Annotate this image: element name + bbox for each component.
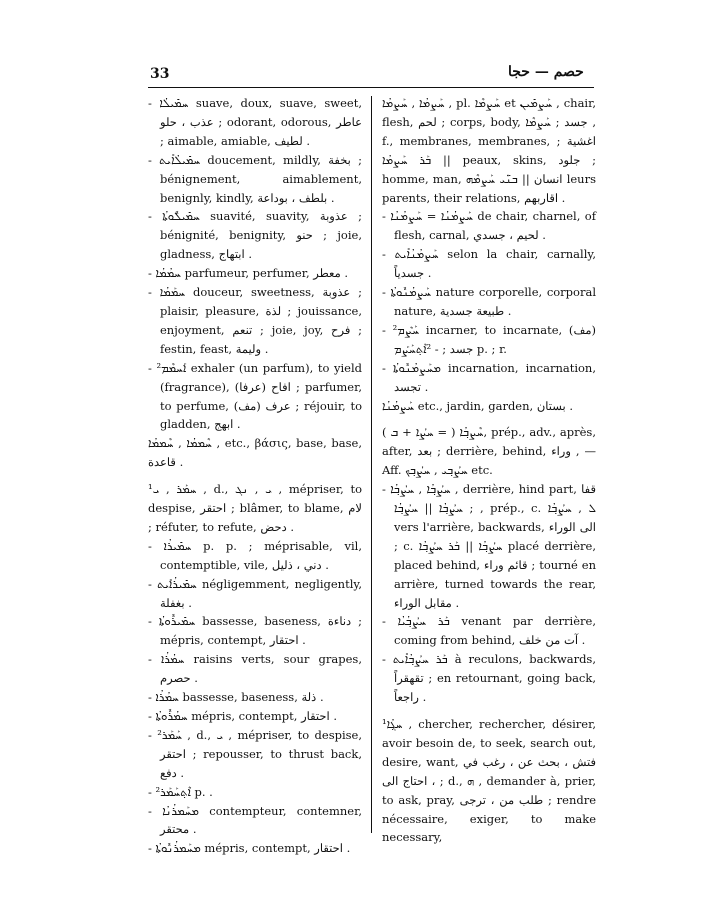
- dictionary-entry: - ܚܡܳܡܳܐ parfumeur, perfumer, معطر .: [148, 266, 349, 281]
- headword-entry: ܚܶܡܡܳܐ , ܚܶܡܡܳܐ , etc., βάσις, base, base, قاعدة .: [148, 436, 362, 470]
- page-number: 33: [150, 66, 170, 82]
- dictionary-entry: - ܚܡܺܝܠܽܘܬܳܐ suavité, suavity, عذوبة ; bénignité, benignity, حنو ; joie, gladness, ابتهاج .: [148, 209, 362, 262]
- headword-entry: ܚܶܨܒ݂ܳܐ ( = ܚܨܳܐ + ܒ ), prép., adv., après, after, بعد ; derrière, behind, وراء , — Aff. ܚܨܳܒ݂ܝ , ܚܨܳܒ݂ܟ etc.: [382, 425, 596, 478]
- dictionary-entry: - ܚܨܳܒ݂ܳܐ , ܚܨܳܒ݂ܳܐ , derrière, hind part, قفا ; ܚܨܳܒ݂ܳܐ || ܚܨܳܒ݂ܳܐ , prép., c. ܠ , ܚܨܳܒ݂ܳܐ vers l'arrière, backwards, الى الوراء ; c. ܚܨܳܒ݂ܳܐ || ܒܰܪ ܚܨܳܒ݂ܳܐ placé derrière, placed behind, قائم وراء ; tourné en arrière, turned towards the rear, مقابل الوراء .: [382, 482, 596, 610]
- header-rule: [148, 87, 594, 88]
- right-column: [382, 94, 596, 847]
- column-divider: [371, 96, 372, 833]
- dictionary-entry: - ܚܡܳܪܳܐ bassesse, baseness, ذلة .: [148, 690, 324, 705]
- dictionary-entry: - ܚܰܨܡܳܢܳܐ = ܚܰܨܡܳܢܳܐ de chair, charnel, of flesh, carnal, لحيم ، جسدي .: [382, 209, 596, 243]
- entry-gap: [382, 707, 596, 715]
- dictionary-entry: - ܚܰܨܡܳܢܳܐܺܝܬ selon la chair, carnally, جسدياً .: [382, 247, 596, 281]
- entry-gap: [382, 415, 596, 423]
- headword-entry: ¹ܚܡܰܪ , ܝ , d., ܝ , ܢܓ , mépriser, to despise, احتقر ; blâmer, to blame, لام ; réfuter, to refute, دحض .: [148, 482, 363, 534]
- dictionary-entry: - ܡܚܰܡܪܳܢܽܘܬܳܐ mépris, contempt, احتقار .: [148, 841, 351, 856]
- dictionary-entry: - ²ܐܶܬ݂ܚܰܡܰܪ p. .: [148, 784, 213, 799]
- dictionary-entry: - ܚܡܺܝܪܽܘܬܳܐ bassesse, baseness, دناءة ; mépris, contempt, احتقار .: [148, 614, 363, 648]
- dictionary-entry: - ܡܚܰܡܪܳܢܳܐ contempteur, contemner, محتقر .: [148, 803, 362, 837]
- left-column: [148, 94, 362, 858]
- headword-entry: ܚܰܨܡܳܐ , ܚܰܨܡܳܐ , pl. ܚܰܨܡܶܐ et ܚܰܨܡܺܝܢ , chair, flesh, لحم ; corps, body, جسد ; ܚܰܨܡܶܐ , f., membranes, membranes, اغشية ; ܒܰܪ ܚܰܨܡܳܐ || peaux, skins, جلود ; homme, man, انسان || ܒܢ̈ܰܝ ܚܰܨܡܶܗ leurs parents, their relations, اقاربهم .: [382, 96, 597, 205]
- running-head: حصم — حجا: [508, 64, 584, 80]
- dictionary-entry: - ܚܡܺܝܪܳܐ p. p. ; méprisable, vil, contemptible, vile, دني ، ذليل .: [148, 538, 363, 572]
- dictionary-entry: - ²ܐܰܚܡܶܡ exhaler (un parfum), to yield (fragrance), افاح (عرفا) ; parfumer, to perfume, (مف) عرف ; réjouir, to gladden, ابهج .: [148, 360, 362, 432]
- dictionary-entry: - ܚܡܳܪܽܘܬܳܐ mépris, contempt, احتقار .: [148, 709, 338, 723]
- dictionary-entry: - ²ܚܰܨܶܡ incarner, to incarnate, (مف) جسد ; - ²ܐܶܬ݂ܚܰܨܰܡ p. ; r.: [382, 322, 597, 356]
- dictionary-entry: - ܚܰܨܡܳܢܽܘܬܳܐ nature corporelle, corporal nature, طبيعة جسدية .: [382, 285, 596, 318]
- dictionary-entry: - ܚܡܺܝܠܳܐܺܝܬ doucement, mildly, بخفة ; bénignement, aimablement, benignly, kindly, بلطف ، بوداعة .: [148, 152, 363, 205]
- dictionary-entry: - ܚܡܰܡܳܐ douceur, sweetness, عذوبة ; plaisir, pleasure, لذة ; jouissance, enjoyment, تنعم ; joie, joy, فرح ; festin, feast, وليمة .: [148, 285, 363, 356]
- dictionary-entry: - ܚܡܺܝܪܳܐܺܝܬ négligemment, negligently, بغفلة .: [148, 576, 362, 610]
- dictionary-entry: - ܡܚܰܨܡܳܢܽܘܬܳܐ incarnation, incarnation, تجسد .: [382, 360, 596, 394]
- dictionary-entry: - ²ܚܰܡܰܪ , d., ܝ , mépriser, to despise, احتقر ; repousser, to thrust back, دفع .: [148, 727, 363, 780]
- headword-entry: ܚܰܨܡܳܢܳܐ etc., jardin, garden, بستان .: [382, 398, 574, 413]
- dictionary-entry: - ܒܰܪ ܚܨܳܒ݂ܳܐܺܝܬ à reculons, backwards, تقهقراً ; en retournant, going back, راجعاً .: [382, 652, 596, 705]
- headword-entry: ¹ܚܓ݂ܳܐ , chercher, rechercher, désirer, avoir besoin de, to seek, search out, desire, want, فتش ، بحث عن ، رغب في ، احتاج الى ; d., ܗ , demander à, prier, to ask, pray, طلب من ، ترجى ; rendre nécessaire, exiger, to make necessary,: [382, 717, 597, 845]
- entry-gap: [148, 472, 362, 480]
- dictionary-entry: - ܒܰܪ ܚܨܳܒ݂ܳܝܳܐ venant par derrière, coming from behind, آت من خلف .: [382, 614, 596, 648]
- dictionary-entry: - ܚܡܳܪܳܐ raisins verts, sour grapes, حصرم .: [148, 652, 362, 686]
- dictionary-entry: - ܚܡܺܝܠܳܐ suave, doux, suave, sweet, عذب ، حلو ; odorant, odorous, عاطر ; aimable, amiable, لطيف .: [148, 96, 362, 148]
